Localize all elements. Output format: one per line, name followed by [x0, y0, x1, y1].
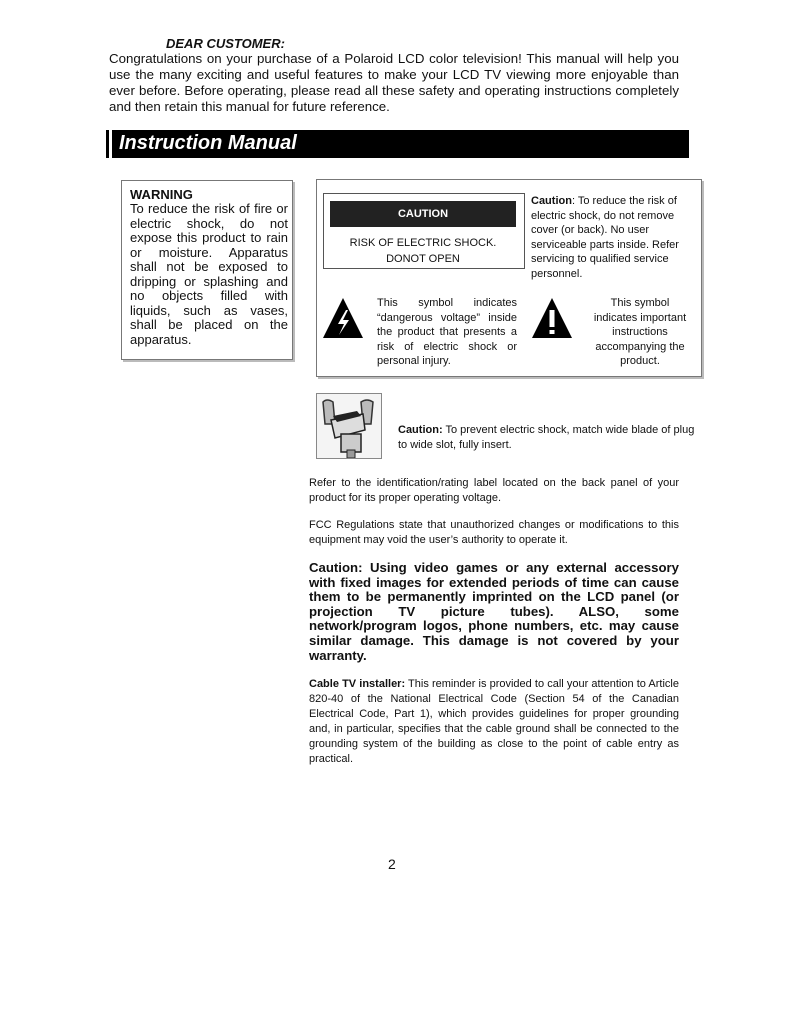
caution-label-text — [323, 235, 523, 267]
lightning-triangle-icon — [321, 296, 365, 340]
cable-installer-text: This reminder is provided to call your attention to Article 820-40 of the National Electrical Code (Section 54 of the Canadian Electrical Code, Part 1), which provides guidelines for proper grounding and, in particular, specifies that the cable ground shall be connected to the grounding system of the building as close to the point of cable entry as practical. — [309, 678, 679, 765]
plug-caution-body: To prevent electric shock, match wide blade of plug to wide slot, fully insert. — [398, 424, 695, 451]
plug-caution-title: Caution: — [398, 424, 443, 436]
caution-side-note — [531, 194, 689, 281]
intro-paragraph: Congratulations on your purchase of a Polaroid LCD color television! This manual will help you use the many exciting and useful features to make your LCD TV viewing more enjoyable than ever before. Before operating, please read all these safety and operating instructions completely and then retain this manual for future reference. — [109, 51, 679, 114]
fcc-paragraph: FCC Regulations state that unauthorized changes or modifications to this equipment may void the user’s authority to operate it. — [309, 519, 679, 546]
cable-installer-paragraph — [309, 677, 679, 767]
greeting-heading: DEAR CUSTOMER: — [166, 36, 285, 51]
caution-side-title: Caution — [531, 195, 572, 207]
caution-label-line1: RISK OF ELECTRIC SHOCK. — [349, 237, 497, 249]
symbol1-text: This symbol indicates “dangerous voltage” inside the product that presents a risk of electric shock or personal injury. — [377, 297, 517, 367]
banner-title: Instruction Manual — [119, 132, 297, 154]
polarized-plug-icon — [316, 393, 382, 459]
cable-installer-title: Cable TV installer: — [309, 678, 406, 690]
warning-title: WARNING — [130, 187, 193, 202]
section-banner — [109, 130, 689, 158]
symbol2-text: This symbol indicates important instructions accompanying the product. — [593, 297, 687, 367]
caution-label-heading: CAUTION — [330, 201, 516, 227]
warning-box — [121, 180, 293, 360]
caution-label-line2: DONOT OPEN — [386, 253, 460, 265]
rating-paragraph: Refer to the identification/rating label located on the back panel of your product for its proper operating voltage. — [309, 477, 679, 504]
plug-caution-text — [398, 423, 698, 453]
warning-text: To reduce the risk of fire or electric shock, do not expose this product to rain or moisture. Apparatus shall not be exposed to dripping or splashing and no objects filled with liquids, such as vases, shall be placed on the apparatus. — [130, 201, 288, 347]
exclamation-triangle-icon — [530, 296, 574, 340]
image-retention-caution: Caution: Using video games or any external accessory with fixed images for extended periods of time can cause them to be permanently imprinted on the LCD panel (or projection TV picture tubes). ALSO, some network/program logos, phone numbers, etc. may cause similar damage. This damage is not covered by your warranty. — [309, 560, 679, 663]
caution-side-text: : To reduce the risk of electric shock, do not remove cover (or back). No user serviceable parts inside. Refer servicing to qualified service personnel. — [531, 195, 679, 280]
page-number: 2 — [388, 856, 396, 872]
